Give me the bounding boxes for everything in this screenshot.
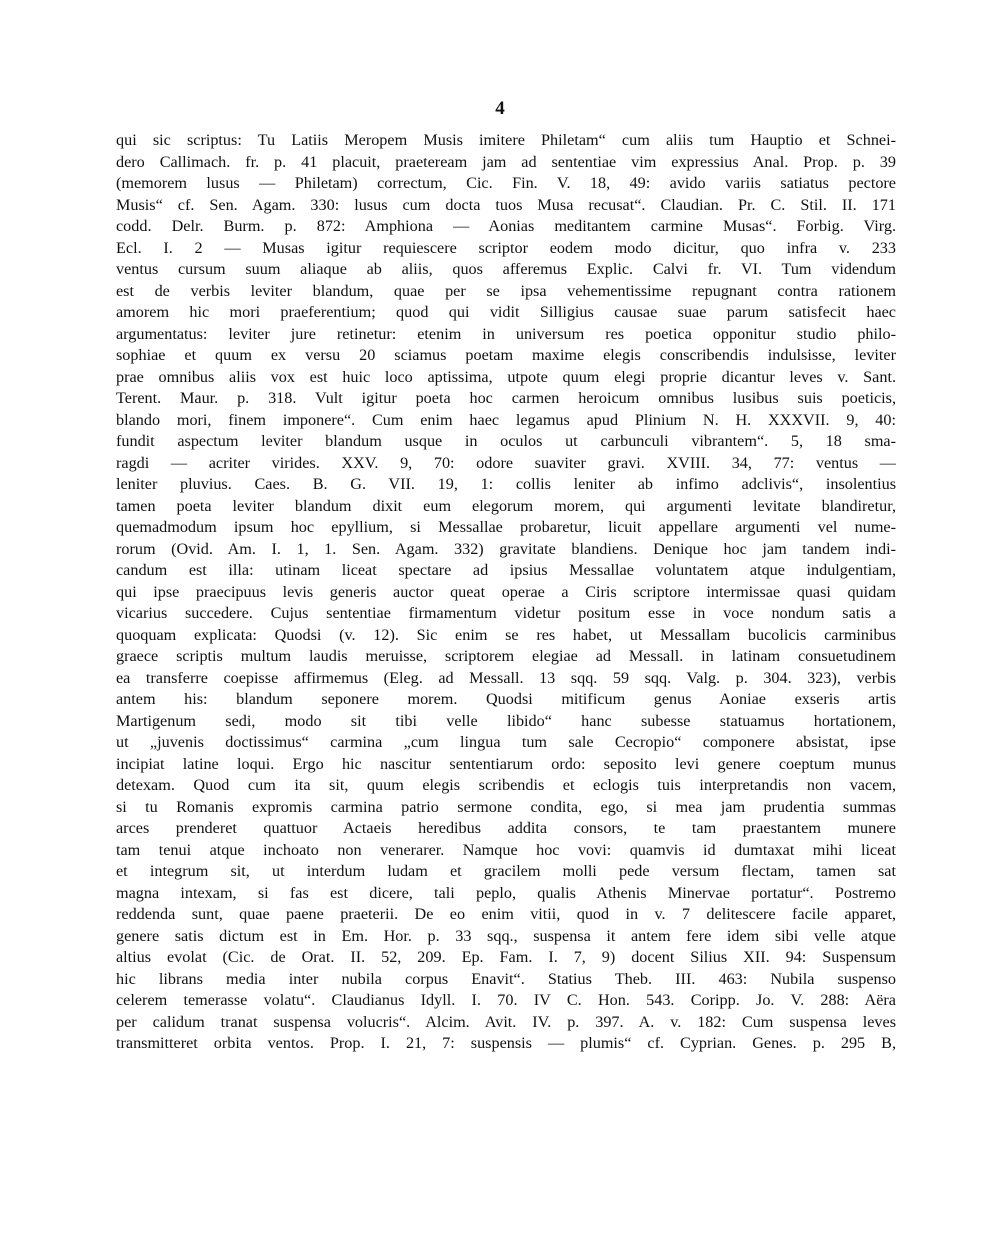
text-line: argumentatus: leviter jure retinetur: etenim in universum res poetica opponitur studio philo- — [116, 324, 896, 343]
text-line: Musis“ cf. Sen. Agam. 330: lusus cum docta tuos Musa recusat“. Claudian. Pr. C. Stil. II. 171 — [116, 195, 896, 214]
page-number: 4 — [495, 98, 505, 119]
text-line: rorum (Ovid. Am. I. 1, 1. Sen. Agam. 332) gravitate blandiens. Denique hoc jam tandem indi- — [116, 539, 896, 558]
text-line: et integrum sit, ut interdum ludam et gracilem molli pede versum flectam, tamen sat — [116, 862, 896, 880]
text-line: Ecl. I. 2 — Musas igitur requiescere scriptor eodem modo dicitur, quo infra v. 233 — [116, 238, 896, 257]
text-line: ventus cursum suum aliaque ab aliis, quos afferemus Explic. Calvi fr. VI. Tum videndum — [116, 260, 896, 278]
text-line: sophiae et quum ex versu 20 sciamus poetam maxime elegis conscribendis indulsisse, leviter — [116, 346, 896, 364]
text-line: ragdi — acriter virides. XXV. 9, 70: odore suaviter gravi. XVIII. 34, 77: ventus — — [116, 453, 896, 472]
text-line: vicarius succedere. Cujus sententiae firmamentum videtur positum esse in voce nondum satis a — [116, 604, 896, 622]
text-line: hic librans media inter nubila corpus Enavit“. Statius Theb. III. 463: Nubila suspenso — [116, 969, 896, 988]
text-line: ea transferre coepisse affirmemus (Eleg. ad Messall. 13 sqq. 59 sqq. Valg. p. 304. 323), verbis — [116, 668, 896, 687]
text-line: Martigenum sedi, modo sit tibi velle libido“ hanc subesse statuamus hortationem, — [116, 711, 896, 730]
text-line: quoquam explicata: Quodsi (v. 12). Sic enim se res habet, ut Messallam bucolicis carminibus — [116, 625, 896, 644]
body-text — [116, 130, 896, 1055]
text-line: qui ipse praecipuus levis generis auctor queat operae a Ciris scriptore intermissae quasi quidam — [116, 582, 896, 601]
text-line: incipiat latine loqui. Ergo hic nascitur sententiarum ordo: seposito levi genere coeptum munus — [116, 754, 896, 773]
text-line: graece scriptis multum laudis meruisse, scriptorem elegiae ad Messall. in latinam consuetudinem — [116, 647, 896, 665]
text-line: Terent. Maur. p. 318. Vult igitur poeta hoc carmen heroicum omnibus lusibus suis poeticis, — [116, 389, 896, 407]
text-line: antem his: blandum seponere morem. Quodsi mitificum genus Aoniae exseris artis — [116, 690, 896, 708]
text-line: tamen poeta leviter blandum dixit eum elegorum morem, qui argumenti levitate blandiretur, — [116, 496, 896, 515]
text-line: detexam. Quod cum ita sit, quum elegis scribendis et eclogis tuis interpretandis non vacem, — [116, 776, 896, 794]
text-line: blando mori, finem imponere“. Cum enim haec legamus apud Plinium N. H. XXXVII. 9, 40: — [116, 410, 896, 429]
text-line: genere satis dictum est in Em. Hor. p. 33 sqq., suspensa it antem fere idem sibi velle atque — [116, 926, 896, 945]
text-line: leniter pluvius. Caes. B. G. VII. 19, 1: collis leniter ab infimo adclivis“, insolentius — [116, 475, 896, 493]
text-line: amorem hic mori praeferentium; quod qui vidit Silligius causae suae parum satisfecit haec — [116, 303, 896, 321]
text-line: tam tenui atque inchoato non venerarer. Namque hoc vovi: quamvis id dumtaxat mihi liceat — [116, 840, 896, 859]
text-line: est de verbis leviter blandum, quae per se ipsa vehementissime repugnant contra rationem — [116, 281, 896, 300]
text-line: fundit aspectum leviter blandum usque in oculos ut carbunculi vibrantem“. 5, 18 sma- — [116, 432, 896, 450]
text-line: per calidum tranat suspensa volucris“. Alcim. Avit. IV. p. 397. A. v. 182: Cum suspensa leves — [116, 1012, 896, 1031]
text-line: transmitteret orbita ventos. Prop. I. 21, 7: suspensis — plumis“ cf. Cyprian. Genes. p. 295 B, — [116, 1034, 896, 1052]
text-line: altius evolat (Cic. de Orat. II. 52, 209. Ep. Fam. I. 7, 9) docent Silius XII. 94: Suspensum — [116, 948, 896, 966]
text-line: quemadmodum ipsum hoc epyllium, si Messallae probaretur, licuit appellare argumenti vel nume- — [116, 518, 896, 536]
text-line: codd. Delr. Burm. p. 872: Amphiona — Aonias meditantem carmine Musas“. Forbig. Virg. — [116, 217, 896, 235]
text-line: (memorem lusus — Philetam) correctum, Cic. Fin. V. 18, 49: avido variis satiatus pectore — [116, 174, 896, 192]
text-line: ut „juvenis doctissimus“ carmina „cum lingua tum sale Cecropio“ componere absistat, ipse — [116, 733, 896, 751]
text-line: dero Callimach. fr. p. 41 placuit, praeteream jam ad sententiae vim expressius Anal. Prop. p. 39 — [116, 152, 896, 171]
text-line: celerem temerasse volatu“. Claudianus Idyll. I. 70. IV C. Hon. 543. Coripp. Jo. V. 288: Aëra — [116, 991, 896, 1009]
text-line: candum est illa: utinam liceat spectare ad ipsius Messallae voluntatem atque indulgentiam, — [116, 561, 896, 579]
text-line: si tu Romanis expromis carmina patrio sermone condita, ego, si mea jam prudentia summas — [116, 797, 896, 816]
text-line: qui sic scriptus: Tu Latiis Meropem Musis imitere Philetam“ cum aliis tum Hauptio et Schnei- — [116, 131, 896, 149]
text-line: magna intexam, si fas est dicere, tali peplo, qualis Athenis Minervae portatur“. Postremo — [116, 883, 896, 902]
text-line: reddenda sunt, quae paene praeterii. De eo enim vitii, quod in v. 7 delitescere facile apparet, — [116, 905, 896, 923]
text-line: arces prenderet quattuor Actaeis heredibus addita consors, te tam praestantem munere — [116, 819, 896, 837]
text-line: prae omnibus aliis vox est huic loco aptissima, utpote quum elegi proprie dicantur leves v. Sant. — [116, 367, 896, 386]
